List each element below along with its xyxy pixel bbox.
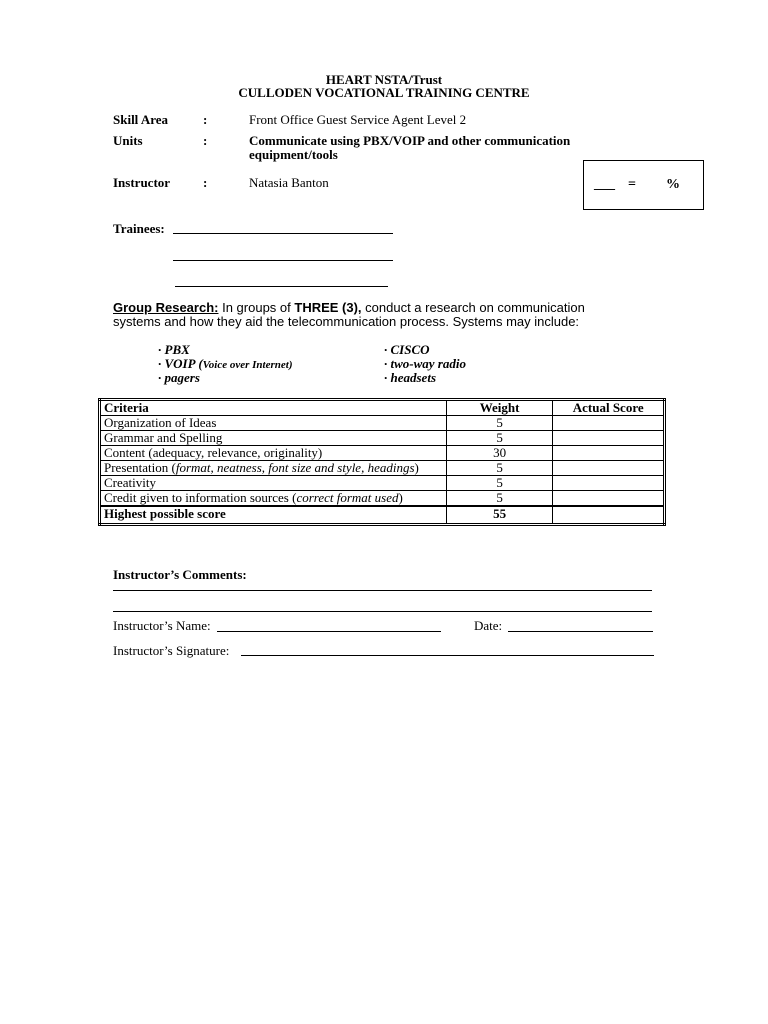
trainees-label: Trainees: — [113, 221, 165, 236]
table-row — [100, 416, 665, 431]
header-centre: CULLODEN VOCATIONAL TRAINING CENTRE — [238, 85, 530, 100]
criteria-cell: Organization of Ideas — [100, 416, 447, 431]
instructor-colon: : — [203, 175, 208, 190]
system-item-headsets: · headsets — [384, 370, 436, 385]
total-label: Highest possible score — [100, 506, 447, 525]
criteria-cell: Content (adequacy, relevance, originality) — [100, 446, 447, 461]
actual-score-cell[interactable] — [553, 416, 665, 431]
instructor-value: Natasia Banton — [249, 175, 329, 190]
table-row — [100, 461, 665, 476]
weight-cell: 5 — [446, 461, 553, 476]
trainee-line-3[interactable] — [175, 286, 388, 287]
units-label: Units — [113, 133, 143, 148]
actual-score-cell[interactable] — [553, 491, 665, 507]
system-item-voip: · VOIP (Voice over Internet) — [158, 356, 293, 371]
criteria-cell: Grammar and Spelling — [100, 431, 447, 446]
weight-cell: 5 — [446, 491, 553, 507]
research-heading: Group Research: — [113, 300, 219, 315]
table-header-row — [100, 400, 665, 416]
comments-label: Instructor’s Comments: — [113, 567, 247, 582]
comment-line-2[interactable] — [113, 611, 652, 612]
skill-area-label: Skill Area — [113, 112, 169, 127]
weight-cell: 30 — [446, 446, 553, 461]
actual-score-cell[interactable] — [553, 446, 665, 461]
research-text-b: conduct a research on communication — [361, 300, 585, 315]
instructor-name-line[interactable] — [217, 631, 441, 632]
header-actual-score: Actual Score — [553, 400, 665, 416]
score-percent: % — [666, 177, 680, 192]
weight-cell: 5 — [446, 416, 553, 431]
trainee-line-2[interactable] — [173, 260, 393, 261]
criteria-cell: Credit given to information sources (correct format used) — [100, 491, 447, 507]
instructor-label: Instructor — [113, 175, 171, 190]
system-item-two-way-radio: · two-way radio — [384, 356, 466, 371]
criteria-table — [98, 398, 666, 526]
table-row — [100, 446, 665, 461]
header-org: HEART NSTA/Trust — [325, 72, 443, 87]
instructor-name-label: Instructor’s Name: — [113, 618, 211, 633]
table-row — [100, 431, 665, 446]
total-value: 55 — [446, 506, 553, 525]
weight-cell: 5 — [446, 476, 553, 491]
units-value-line2: equipment/tools — [249, 147, 338, 162]
trainee-line-1[interactable] — [173, 233, 393, 234]
comment-line-1[interactable] — [113, 590, 652, 591]
actual-score-cell[interactable] — [553, 431, 665, 446]
research-count: THREE (3), — [294, 300, 362, 315]
date-line[interactable] — [508, 631, 653, 632]
actual-score-cell[interactable] — [553, 461, 665, 476]
score-blank: ___ — [594, 177, 615, 192]
instructor-signature-label: Instructor’s Signature: — [113, 643, 230, 658]
skill-area-value: Front Office Guest Service Agent Level 2 — [249, 112, 467, 127]
units-value-line1: Communicate using PBX/VOIP and other communication — [249, 133, 571, 148]
system-item-cisco: · CISCO — [384, 342, 430, 357]
system-item-pbx: · PBX — [158, 342, 190, 357]
criteria-cell: Creativity — [100, 476, 447, 491]
date-label: Date: — [474, 618, 503, 633]
research-line-2: systems and how they aid the telecommunication process. Systems may include: — [113, 314, 580, 329]
total-actual-score-cell[interactable] — [553, 506, 665, 525]
skill-area-colon: : — [203, 112, 208, 127]
system-item-pagers: · pagers — [158, 370, 200, 385]
score-box — [583, 160, 704, 210]
score-equals: = — [628, 177, 636, 192]
research-text-a: In groups of — [218, 300, 295, 315]
actual-score-cell[interactable] — [553, 476, 665, 491]
header-criteria: Criteria — [100, 400, 447, 416]
criteria-cell: Presentation (format, neatness, font size and style, headings) — [100, 461, 447, 476]
header-weight: Weight — [446, 400, 553, 416]
weight-cell: 5 — [446, 431, 553, 446]
signature-line[interactable] — [241, 655, 654, 656]
table-row — [100, 476, 665, 491]
research-line-1 — [113, 300, 585, 315]
table-row — [100, 491, 665, 507]
table-total-row — [100, 506, 665, 525]
units-colon: : — [203, 133, 208, 148]
